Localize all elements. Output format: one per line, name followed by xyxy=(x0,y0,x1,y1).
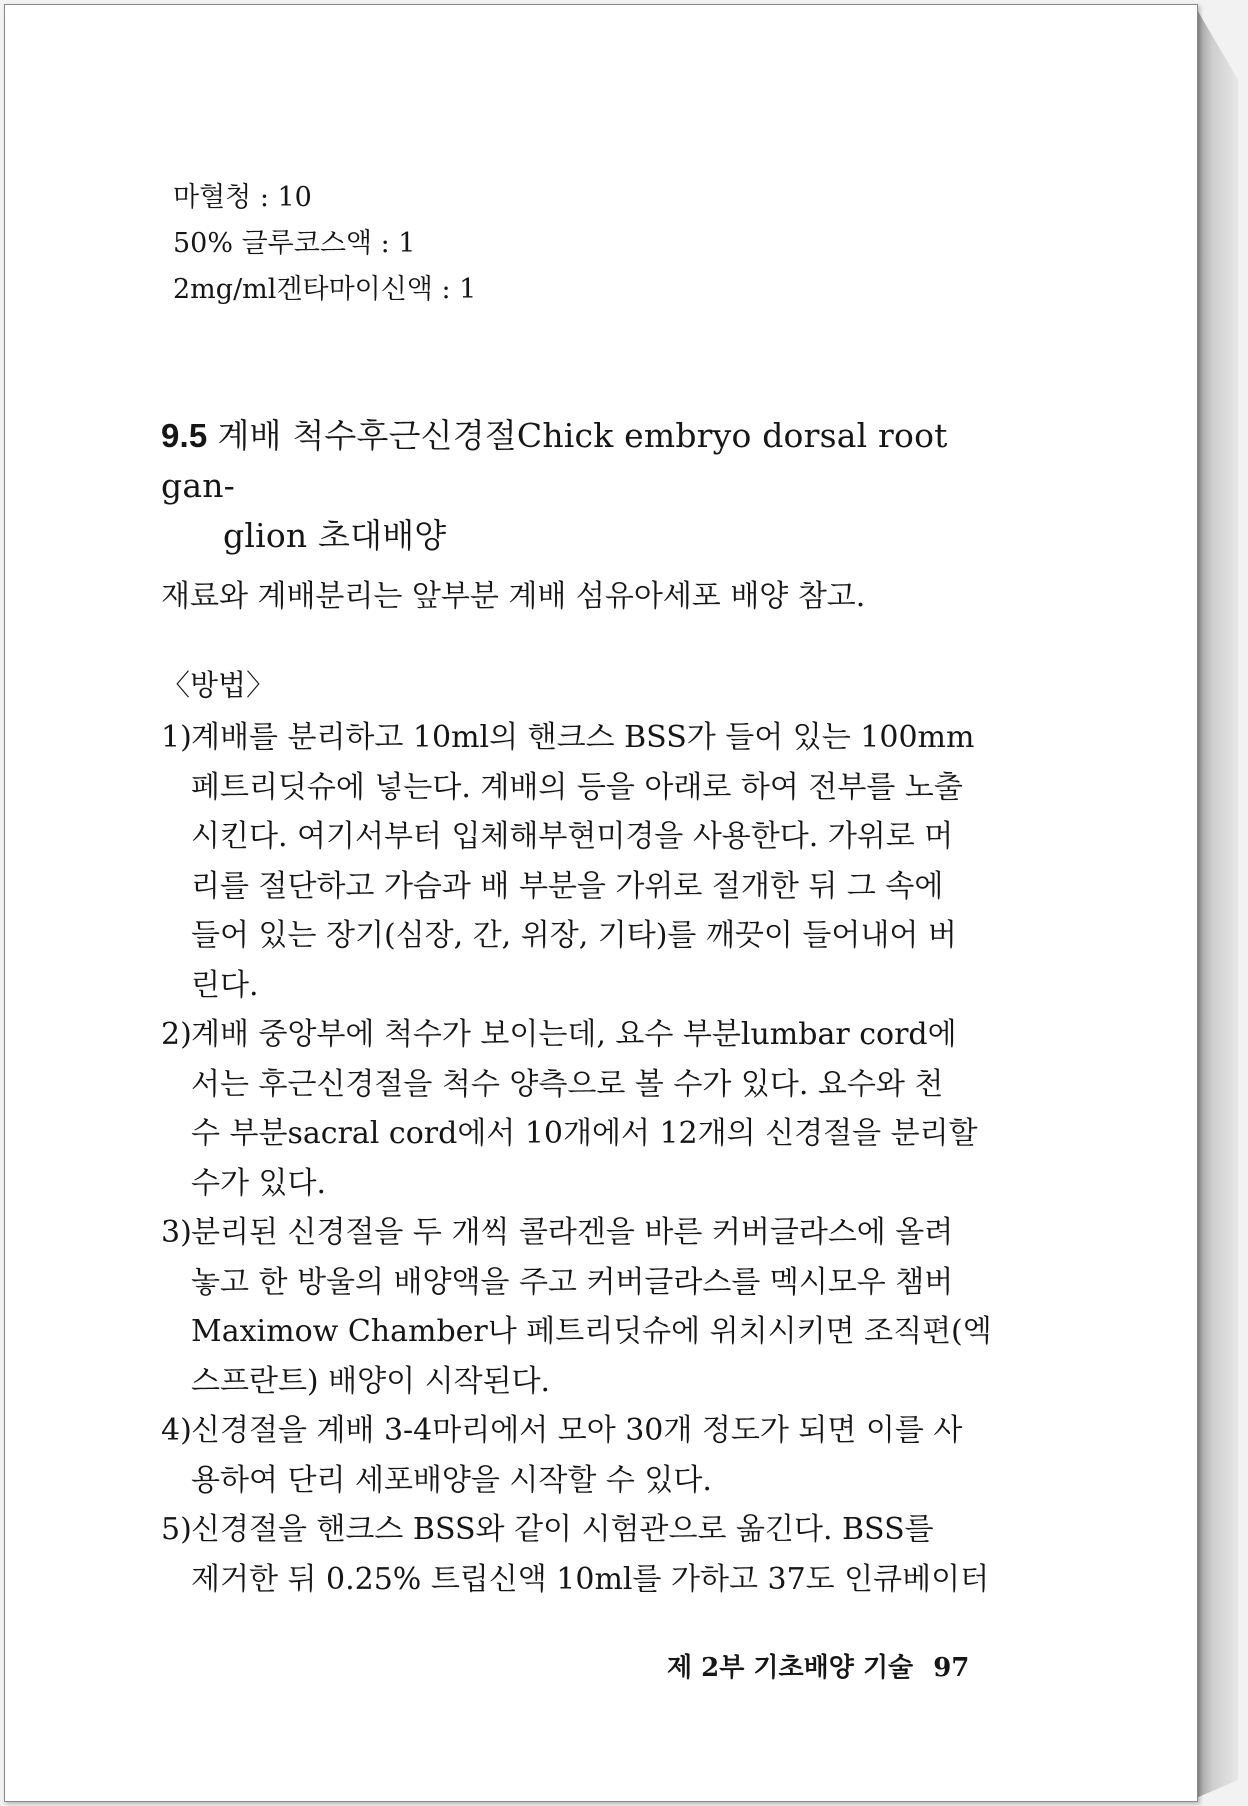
book-page xyxy=(4,4,1198,1802)
recipe-line: 2mg/ml겐타마이신액 : 1 xyxy=(173,274,477,305)
step-line: 수 부분sacral cord에서 10개에서 12개의 신경절을 분리할 xyxy=(191,1116,978,1151)
step-line: 신경절을 핸크스 BSS와 같이 시험관으로 옮긴다. BSS를 xyxy=(191,1512,934,1547)
step-line: 린다. xyxy=(191,967,259,1003)
step-line: 용하여 단리 세포배양을 시작할 수 있다. xyxy=(191,1462,712,1498)
step-text xyxy=(191,713,1023,1010)
page-footer xyxy=(667,1647,969,1684)
section-title-line2: glion 초대배양 xyxy=(223,516,447,555)
footer-part-title: 제 2부 기초배양 기술 xyxy=(667,1653,914,1683)
step-line: Maximow Chamber나 페트리딧슈에 위치시키면 조직편(엑 xyxy=(191,1314,992,1349)
intro-text: 재료와 계배분리는 앞부분 계배 섬유아세포 배양 참고. xyxy=(161,579,866,614)
section-heading xyxy=(161,411,1031,561)
step-line: 서는 후근신경절을 척수 양측으로 볼 수가 있다. 요수와 천 xyxy=(191,1066,944,1102)
step-text xyxy=(191,1208,1023,1406)
step-line: 놓고 한 방울의 배양액을 주고 커버글라스를 멕시모우 챔버 xyxy=(191,1264,954,1300)
step-item xyxy=(161,1505,1023,1604)
step-line: 리를 절단하고 가슴과 배 부분을 가위로 절개한 뒤 그 속에 xyxy=(191,868,944,904)
step-item xyxy=(161,1208,1023,1406)
step-line: 들어 있는 장기(심장, 간, 위장, 기타)를 깨끗이 들어내어 버 xyxy=(191,918,957,953)
step-text xyxy=(191,1010,1023,1208)
step-line: 스프란트) 배양이 시작된다. xyxy=(191,1363,551,1399)
step-line: 수가 있다. xyxy=(191,1165,326,1201)
step-number: 3) xyxy=(161,1215,192,1250)
step-number: 2) xyxy=(161,1017,192,1052)
recipe-line: 50% 글루코스액 : 1 xyxy=(173,228,416,259)
page-edge xyxy=(1196,8,1238,1798)
step-number: 5) xyxy=(161,1512,192,1547)
section-number: 9.5 xyxy=(161,417,208,454)
step-item xyxy=(161,713,1023,1010)
step-line: 페트리딧슈에 넣는다. 계배의 등을 아래로 하여 전부를 노출 xyxy=(191,769,963,805)
step-line: 계배를 분리하고 10ml의 핸크스 BSS가 들어 있는 100mm xyxy=(191,720,975,755)
method-title: 〈방법〉 xyxy=(161,668,276,702)
recipe-list xyxy=(173,175,476,313)
step-item xyxy=(161,1406,1023,1505)
page-number: 97 xyxy=(933,1653,970,1683)
step-number: 1) xyxy=(161,720,192,755)
step-text xyxy=(191,1406,1023,1505)
step-line: 분리된 신경절을 두 개씩 콜라겐을 바른 커버글라스에 올려 xyxy=(191,1215,954,1250)
step-text xyxy=(191,1505,1023,1604)
step-line: 제거한 뒤 0.25% 트립신액 10ml를 가하고 37도 인큐베이터 xyxy=(191,1561,990,1597)
step-item xyxy=(161,1010,1023,1208)
step-number: 4) xyxy=(161,1413,192,1448)
step-line: 시킨다. 여기서부터 입체해부현미경을 사용한다. 가위로 머 xyxy=(191,819,954,854)
step-line: 계배 중앙부에 척수가 보이는데, 요수 부분lumbar cord에 xyxy=(191,1017,957,1052)
steps-list xyxy=(161,713,1023,1604)
recipe-line: 마혈청 : 10 xyxy=(173,182,312,213)
section-title-line1: 계배 척수후근신경절Chick embryo dorsal root gan- xyxy=(161,416,948,505)
step-line: 신경절을 계배 3-4마리에서 모아 30개 정도가 되면 이를 사 xyxy=(191,1413,963,1448)
